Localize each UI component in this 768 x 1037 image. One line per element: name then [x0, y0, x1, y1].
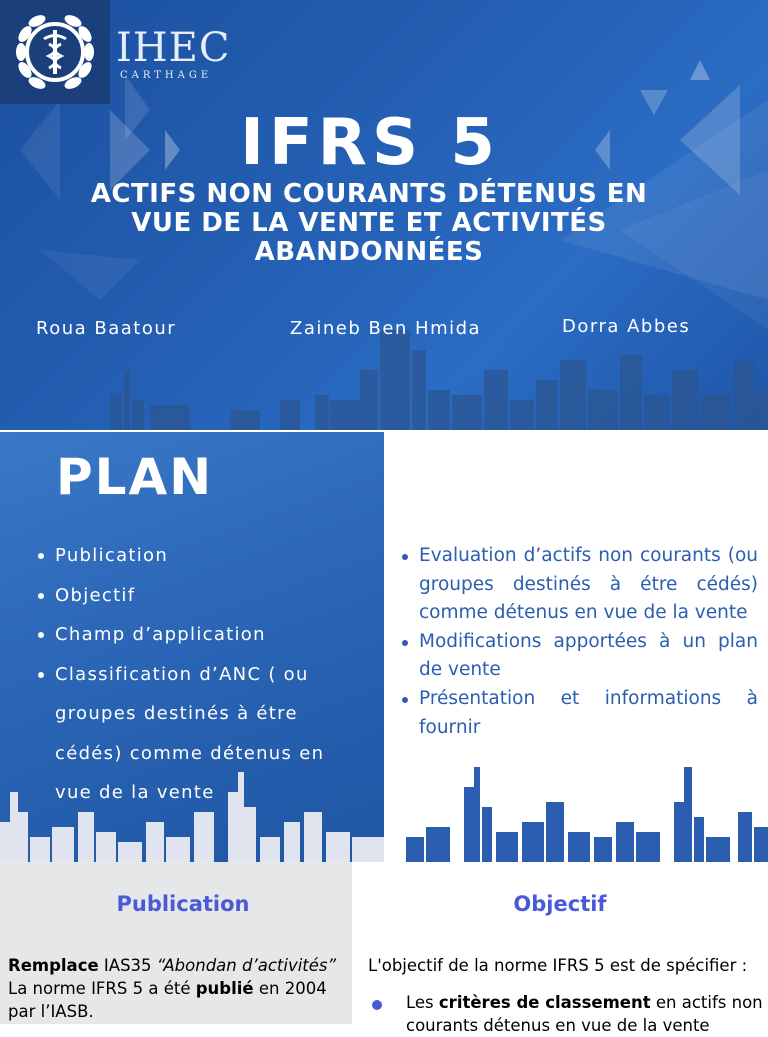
objectif-heading: Objectif: [513, 892, 607, 916]
cover-subtitle: ACTIFS NON COURANTS DÉTENUS EN VUE DE LA VENTE ET ACTIVITÉS ABANDONNÉES: [90, 179, 648, 267]
skyline-illustration: [384, 762, 768, 862]
plan-list-left: [38, 536, 368, 813]
objectif-bullet-bold: critères de classement: [438, 993, 651, 1012]
objectif-bullet-b: en actifs non courants détenus en vue de la vente: [406, 993, 763, 1035]
logo-emblem: [0, 0, 110, 104]
publication-heading: Publication: [116, 892, 250, 916]
logo-wordmark: [116, 25, 231, 81]
plan-item: Publication: [38, 536, 368, 576]
objectif-intro: L'objectif de la norme IFRS 5 est de spécifier :: [368, 956, 748, 975]
objectif-bullet: [372, 991, 764, 1037]
publication-publie: publié: [195, 979, 254, 998]
author-name: Roua Baatour: [36, 318, 177, 339]
plan-item: Objectif: [38, 576, 368, 616]
plan-item: Modifications apportées à un plan de vente: [400, 628, 758, 685]
publication-ias35: IAS35: [98, 956, 157, 975]
objectif-bullet-a: Les: [406, 993, 439, 1012]
publication-remplace: Remplace: [8, 956, 99, 975]
plan-item: Champ d’application: [38, 615, 368, 655]
publication-quote: “Abondan d’activités”: [156, 956, 337, 975]
plan-item: Evaluation d’actifs non courants (ou groupes destinés à étre cédés) comme détenus en vue de la vente: [400, 542, 758, 628]
publication-line2-a: La norme IFRS 5 a été: [8, 979, 196, 998]
publication-line2-b: en 2004 par l’IASB.: [8, 979, 327, 1021]
plan-item: Présentation et informations à fournir: [400, 685, 758, 742]
author-name: Dorra Abbes: [562, 316, 691, 337]
logo-name: IHEC: [116, 25, 231, 71]
plan-title: PLAN: [56, 448, 214, 506]
plan-item: Classification d’ANC ( ou groupes destinés à étre cédés) comme détenus en vue de la vente: [38, 655, 368, 813]
cover-slide: [0, 0, 768, 430]
logo-subtitle: CARTHAGE: [120, 70, 213, 81]
plan-list-right: [400, 542, 758, 742]
publication-text: [8, 954, 348, 1023]
cover-title: IFRS 5: [240, 106, 500, 180]
author-name: Zaineb Ben Hmida: [290, 318, 482, 339]
bullet-dot-icon: [372, 1000, 382, 1010]
caduceus-icon: [7, 4, 103, 100]
